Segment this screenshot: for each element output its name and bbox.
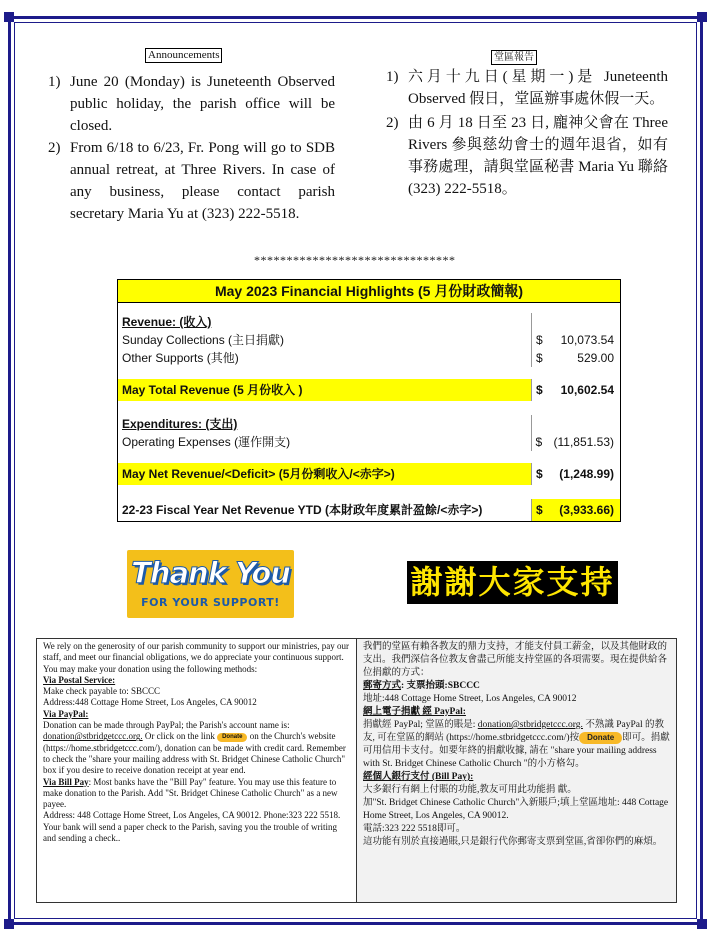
donate-button[interactable]: Donate <box>217 733 247 742</box>
billpay-address: Address: 448 Cottage Home Street, Los Angeles, CA 90012. Phone:323 222 5518. <box>43 810 341 821</box>
currency: $ <box>532 463 554 485</box>
currency: $ <box>536 333 543 347</box>
thank-you-banner-zh: 謝謝大家支持 <box>407 561 618 604</box>
billpay-text: 大多銀行有網上付賬的功能,教友可用此功能捐 獻。 <box>363 785 577 796</box>
table-row <box>118 313 620 331</box>
item-number: 1) <box>386 69 399 85</box>
total-amount: 10,602.54 <box>554 379 620 401</box>
revenue-heading: Revenue: (收入) <box>122 315 212 329</box>
table-row <box>118 331 620 349</box>
announcements-heading-zh: 堂區報告 <box>491 50 537 65</box>
donate-button[interactable]: Donate <box>579 732 622 744</box>
expenditures-heading: Expenditures: (支出) <box>122 417 238 431</box>
sunday-label: Sunday Collections (主日捐獻) <box>118 331 532 349</box>
item-text: From 6/18 to 6/23, Fr. Pong will go to SDB annual retreat, at Three Rivers. In case of any business, please contact parish secretary Maria Yu at (323) 222-5518. <box>70 140 335 222</box>
donation-info-en <box>37 639 357 902</box>
total-label: May Total Revenue (5 月份收入 ) <box>118 379 532 401</box>
table-row <box>118 415 620 433</box>
postal-address: 地址:448 Cottage Home Street, Los Angeles, CA 90012 <box>363 694 577 704</box>
operating-amount: (11,851.53) <box>553 435 614 449</box>
donation-intro: 我們的堂區有賴各教友的鼎力支持，才能支付員工薪金，以及其他財政的支出。我們深信各位教友會盡己所能支持堂區的各項需要。現在提供給各位捐獻的方式： <box>363 642 668 678</box>
announcements-heading-en: Announcements <box>145 48 222 63</box>
announcements-en <box>48 71 335 225</box>
billpay-heading: Via Bill Pay <box>43 776 89 787</box>
other-label: Other Supports (其他) <box>118 349 532 367</box>
paypal-heading: Via PayPal: <box>43 708 89 719</box>
paypal-email-link[interactable]: donation@stbridgetccc.org. <box>477 720 583 730</box>
other-amount: 529.00 <box>577 351 614 365</box>
item-text: June 20 (Monday) is Juneteenth Observed public holiday, the parish office will be closed. <box>70 74 335 134</box>
billpay-text: : Most banks have the "Bill Pay" feature. You may use this feature to make donation to the Parish. Add "St. Bridget Chinese Catholic Church" as a new payee. <box>43 776 338 810</box>
net-amount: (1,248.99) <box>554 463 620 485</box>
table-row <box>118 379 620 401</box>
paypal-text: 即可。捐獻可用信用卡支付。如要年終的捐獻收據, 請在 "share your mailing address with St. Bridget Chinese Catholic Church "的小方格勾。 <box>363 733 670 770</box>
donation-info-box <box>36 638 677 903</box>
billpay-note: 這功能有別於直接過賬,只是銀行代你郵寄支票到堂區,省卻你們的麻煩。 <box>363 837 663 848</box>
announcement-item <box>48 71 335 137</box>
ytd-amount: (3,933.66) <box>554 499 620 521</box>
table-row <box>118 433 620 451</box>
sunday-amount: 10,073.54 <box>560 333 614 347</box>
postal-heading: Via Postal Service: <box>43 674 116 685</box>
paypal-email-link[interactable]: donation@stbridgetccc.org. <box>43 731 143 742</box>
announcement-item <box>386 112 668 200</box>
divider-stars: ******************************* <box>254 253 456 267</box>
billpay-heading: 經個人銀行支付 (Bill Pay): <box>363 772 474 783</box>
donation-intro: We rely on the generosity of our parish community to support our ministries, pay our staff, and meet our financial obligations, we do appreciate your continuous support. You may make your donation using the following methods: <box>43 641 349 674</box>
paypal-text: 不熟識 PayPal 的教友, 可在堂區的網站 (https://home.stbridgetccc.com/)按 <box>363 720 664 744</box>
table-row <box>118 349 620 367</box>
item-text: 六月十九日(星期一)是 Juneteenth Observed 假日，堂區辦事處休假一天。 <box>408 69 668 107</box>
corner-ornament <box>697 919 707 929</box>
paypal-text: Or click on the link <box>142 731 218 742</box>
thank-you-text: Thank You <box>131 556 290 590</box>
paypal-text: 捐獻經 PayPal; 堂區的賬是: <box>363 720 478 730</box>
donation-info-zh <box>357 639 676 902</box>
net-label: May Net Revenue/<Deficit> (5月份剩收入/<赤字>) <box>118 463 532 485</box>
announcements-zh <box>386 66 668 200</box>
currency: $ <box>532 379 554 401</box>
currency: $ <box>532 499 554 521</box>
item-number: 1) <box>48 74 61 90</box>
operating-label: Operating Expenses (運作開支) <box>118 433 532 451</box>
postal-payable: : 支票抬頭:SBCCC <box>401 681 480 691</box>
corner-ornament <box>697 12 707 22</box>
paypal-text: Donation can be made through PayPal; the Parish's account name is: <box>43 720 290 731</box>
item-number: 2) <box>386 115 399 131</box>
item-text: 由 6 月 18 日至 23 日, 龐神父會在 Three Rivers 參與慈幼會士的週年退省，如有事務處理，請與堂區秘書 Maria Yu 聯絡 (323) 222-5518。 <box>408 115 668 197</box>
ytd-label: 22-23 Fiscal Year Net Revenue YTD (本財政年度累計盈餘/<赤字>) <box>118 499 532 521</box>
announcement-item <box>48 137 335 225</box>
billpay-phone: 電話:323 222 5518即可。 <box>363 824 466 835</box>
thank-you-banner <box>127 550 294 618</box>
postal-payable: Make check payable to: SBCCC <box>43 686 160 697</box>
paypal-text: on the Church's website (https://home.stbridgetccc.com/), donation can be made with credit card. Remember to check the "share your mailing address with St. Bridget Chinese Catholic Church" box if you desire to receive donation receipt at year end. <box>43 731 346 776</box>
financial-table <box>117 279 621 522</box>
corner-ornament <box>4 12 14 22</box>
billpay-note: Your bank will send a paper check to the Parish, saving you the trouble of writing and sending a check.. <box>43 821 338 844</box>
paypal-heading: 網上電子捐獻 經 PayPal: <box>363 707 466 717</box>
announcement-item <box>386 66 668 110</box>
postal-heading: 郵寄方式 <box>363 681 402 691</box>
postal-address: Address:448 Cottage Home Street, Los Angeles, CA 90012 <box>43 697 257 708</box>
financial-title: May 2023 Financial Highlights (5 月份財政簡報) <box>118 280 620 303</box>
table-row <box>118 499 620 521</box>
currency: $ <box>536 351 543 365</box>
table-row <box>118 463 620 485</box>
thank-you-subtext: FOR YOUR SUPPORT! <box>141 596 280 609</box>
item-number: 2) <box>48 140 61 156</box>
billpay-text: 加"St. Bridget Chinese Catholic Church"入新賬戶;填上堂區地址: 448 Cottage Home Street, Los Angeles, CA 90012. <box>363 798 669 822</box>
corner-ornament <box>4 919 14 929</box>
currency: $ <box>535 435 543 449</box>
